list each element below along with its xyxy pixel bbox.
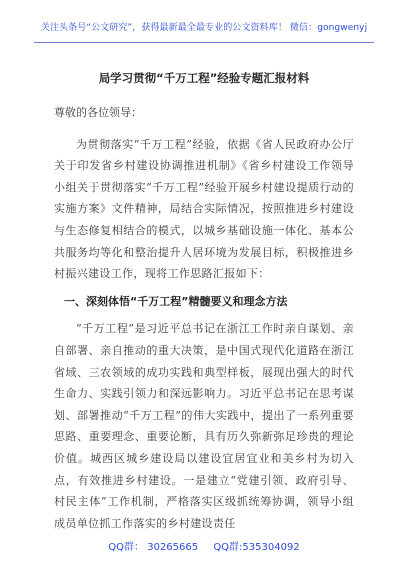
page-header <box>0 0 408 54</box>
section-heading: 一、深刻体悟“千万工程”精髓要义和理念方法 <box>64 294 288 308</box>
footer-qq-group-2: QQ群:535304092 <box>213 542 300 553</box>
paragraph-section-1: “千万工程”是习近平总书记在浙江工作时亲自谋划、亲自部署、亲自推动的重大决策，是中国式现代化道路在浙江省域、三农领域的成功实践和典型样板，展现出强大的时代生命力、实践引领力和深远影响力。习近平总书记在思考谋划、部署推动“千万工程”的伟大实践中，提出了一系列重要思路、重要理念、重要论断，具有历久弥新弥足珍贵的理论价值。城西区城乡建设局以建设宜居宜业和美乡村为切入点，有效推进乡村建设。一是建立“党建引领、政府引导、村民主体”工作机制，严格落实区级抓统筹协调，领导小组成员单位抓工作落实的乡村建设责任 <box>54 322 354 530</box>
paragraph-intro: 为贯彻落实“千万工程”经验，依据《省人民政府办公厅关于印发省乡村建设协调推进机制》《省乡村建设工作领导小组关于贯彻落实“千万工程”经验开展乡村建设提质行动的实施方案》文件精神，局结合实际情况，按照推进乡村建设与生态修复相结合的模式，以城乡基础设施一体化、基本公共服务均等化和整治提升人居环境为发展目标，积极推进乡村振兴建设工作，现将工作思路汇报如下： <box>54 137 354 281</box>
footer-qq-group-1: QQ群： 30265665 <box>108 542 199 553</box>
greeting: 尊敬的各位领导： <box>54 106 142 119</box>
document-body <box>54 102 354 534</box>
document-title: 局学习贯彻“千万工程”经验专题汇报材料 <box>98 71 310 85</box>
header-notice: 关注头条号“公文研究”，获得最新最全最专业的公文资料库！ 微信：gongwenyj <box>40 23 368 33</box>
header-divider <box>34 42 374 43</box>
page-footer <box>0 538 408 553</box>
